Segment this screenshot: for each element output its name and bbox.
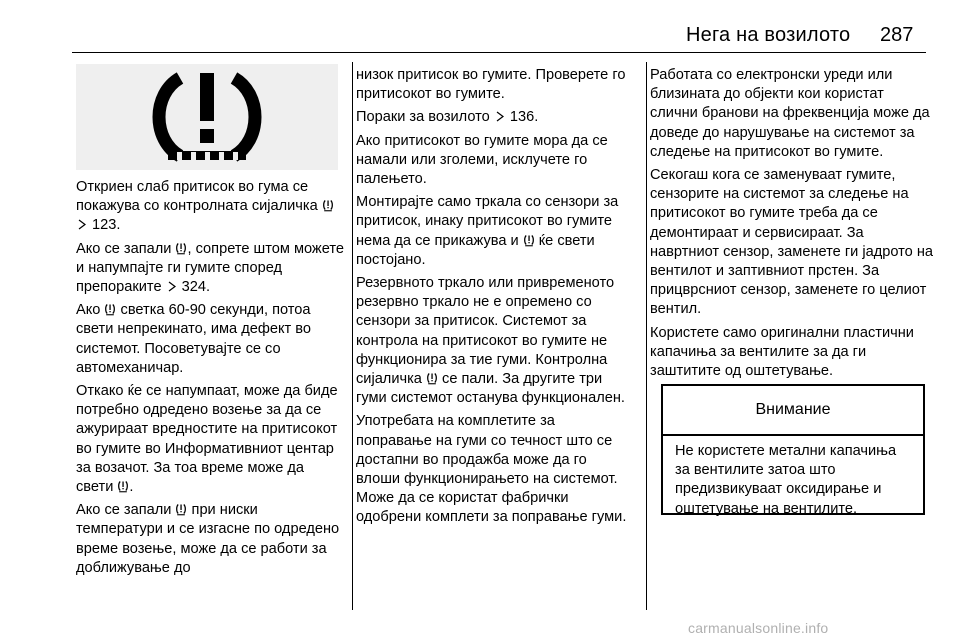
- paragraph: [76, 240, 344, 298]
- tpms-warning-icon: [175, 242, 187, 255]
- tpms-warning-illustration: [76, 64, 338, 170]
- paragraph-text: светка 60-90 секунди, потоа свети непрекинато, има дефект во системот. Посоветувајте се со автомеханичар.: [76, 302, 311, 376]
- paragraph-text: ќе свети постојано.: [356, 232, 595, 268]
- paragraph-text: Употребата на комплетите за поправање на гуми со течност што се достапни во продажба може да го влоши функционирањето на системот. Може да се користат фабрички одобрени комплети за поправање гуми.: [356, 413, 627, 526]
- paragraph: [356, 274, 632, 408]
- paragraph: [356, 66, 632, 104]
- paragraph-text: Ако: [76, 302, 105, 319]
- tpms-warning-icon: [175, 503, 187, 516]
- page-reference-arrow-icon[interactable]: [76, 218, 88, 231]
- tpms-warning-icon: [523, 234, 535, 247]
- tpms-warning-icon: [104, 303, 116, 316]
- paragraph: [356, 132, 632, 190]
- tpms-warning-icon: [117, 480, 129, 493]
- paragraph: [650, 324, 934, 382]
- paragraph: [76, 178, 344, 236]
- header-divider: [72, 52, 926, 53]
- paragraph: [650, 166, 934, 320]
- paragraph-text: Откриен слаб притисок во гума се покажува со контролната сијаличка: [76, 179, 322, 215]
- paragraph: [356, 108, 632, 127]
- paragraph-text: , сопрете штом можете и напумпајте ги гумите според препораките: [76, 240, 344, 296]
- tpms-warning-icon: [322, 199, 334, 212]
- tpms-warning-icon: [76, 64, 338, 170]
- paragraph-text: се пали. За другите три гуми системот останува функционален.: [356, 371, 625, 407]
- paragraph: [650, 66, 934, 162]
- paragraph-text: Секогаш кога се заменуваат гумите, сензорите на системот за следење на притисокот во гумите треба да се демонтираат и сервисираат. За навртниот сензор, заменете ги јадрото на вентилот и заптивниот прстен. За прицврсниот сензор, заменете го целиот вентил.: [650, 167, 934, 318]
- page-reference-arrow-icon[interactable]: [166, 280, 178, 293]
- paragraph-text: при ниски температури и се изгасне по одредено време возење, може да се работи за доближување до: [76, 502, 340, 576]
- paragraph-text: Резервното тркало или привременото резервно тркало не е опремено со сензори за притисок. Системот за контрола на притисокот во гумите не функционира за тие гуми. Контролна сијаличка: [356, 275, 615, 388]
- text-column-3: [650, 66, 934, 385]
- paragraph-text: Ако се запали: [76, 240, 176, 257]
- paragraph-text: Пораки за возилото: [356, 109, 494, 126]
- paragraph-text: Ако се запали: [76, 502, 176, 519]
- watermark: carmanualsonline.info: [688, 620, 829, 636]
- paragraph: [76, 382, 344, 497]
- paragraph-text: Ако притисокот во гумите мора да се намали или зголеми, исклучете го палењето.: [356, 132, 608, 188]
- paragraph-text: Монтирајте само тркала со сензори за притисок, инаку притисокот во гумите нема да се прикажува и: [356, 194, 619, 249]
- page-number: 287: [880, 24, 914, 46]
- paragraph-text: .: [129, 479, 134, 496]
- text-column-2: [356, 66, 632, 532]
- notice-title: Внимание: [663, 386, 923, 436]
- paragraph-text: Користете само оригинални пластични капачиња за вентилите за да ги заштитите од оштетување.: [650, 324, 914, 380]
- notice-box: [661, 384, 925, 515]
- header-title: Нега на возилото: [686, 24, 851, 46]
- paragraph-text: 324.: [177, 279, 211, 296]
- text-column-1: [76, 178, 344, 582]
- paragraph: [76, 301, 344, 378]
- column-divider-1: [352, 62, 353, 610]
- paragraph: [356, 193, 632, 270]
- paragraph-text: низок притисок во гумите. Проверете го притисокот во гумите.: [356, 67, 626, 103]
- notice-text: Не користете метални капачиња за вентилите затоа што предизвикуваат оксидирање и оштетување на вентилите.: [675, 443, 897, 517]
- column-divider-2: [646, 62, 647, 610]
- tpms-warning-icon: [426, 372, 438, 385]
- paragraph-text: Откако ќе се напумпаат, може да биде потребно одредено возење за да се ажурираат вредностите на притисокот во гумите во Информативниот центар за возачот. За тоа време може да свети: [76, 383, 338, 496]
- paragraph: [76, 501, 344, 578]
- paragraph: [356, 412, 632, 527]
- paragraph-text: 136.: [505, 109, 539, 126]
- paragraph-text: 123.: [88, 217, 121, 234]
- paragraph-text: Работата со електронски уреди или близината до објекти кои користат слични бранови на фреквенција може да доведе до нарушување на системот за следење на притисокот во гумите.: [650, 67, 930, 160]
- page-reference-arrow-icon[interactable]: [494, 110, 506, 123]
